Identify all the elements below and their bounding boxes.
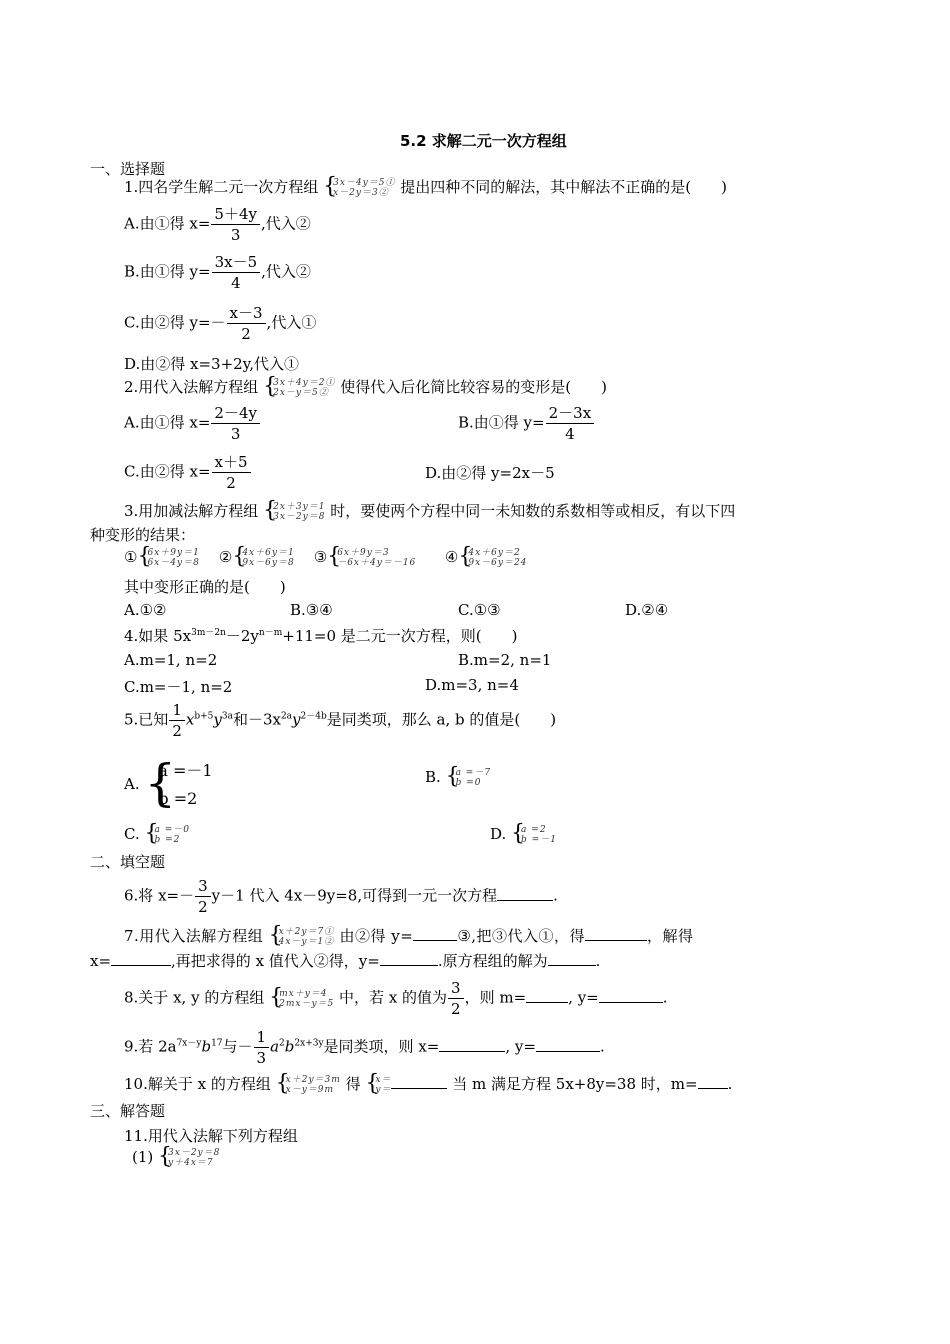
answer-blank[interactable] [548,951,596,966]
fraction: $\frac{2-4y}{3}$ [211,403,260,444]
question-1-option-c: C.由②得 y=－ $\frac{x-3}{2}$ ,代入① [124,304,317,343]
fraction: $\frac{x+5}{2}$ [212,452,251,493]
question-3-stem: 3.用加减法解方程组 { 2x＋3y＝1 3x－2y＝8 时，要使两个方程中同一未知数的系数相等或相反，有以下四 [124,500,735,522]
question-2-stem: 2.用代入法解方程组 { 3x＋4y＝2① 2x－y＝5② 使得代入后化简比较容易的变形是( ) [124,376,607,398]
answer-blank[interactable] [698,1074,728,1089]
question-2-option-d: D.由②得 y=2x－5 [425,464,555,482]
question-1-option-a: A.由①得 x= $\frac{5+4y}{3}$ ,代入② [124,205,311,244]
question-4-option-b: B.m=2, n=1 [458,651,552,669]
question-1-option-d: D.由②得 x=3+2y,代入① [124,355,299,373]
question-2-option-b: B.由①得 y= $\frac{2-3x}{4}$ [458,403,595,444]
question-5-option-a: A. { a =－1 b =2 [124,757,213,813]
equation-system: { 3x＋4y＝2① 2x－y＝5② [263,378,335,398]
equation-system: { 3x－2y＝8 y＋4x＝7 [158,1148,220,1168]
fraction: $\frac{1}{3}$ [254,1027,270,1068]
question-4-option-a: A.m=1, n=2 [124,651,218,669]
question-9: 9.若 $2a^{7x-y}b^{17}$与－ $\frac{1}{3}$ $a^2b^{2x+3y}$是同类项，则 x= , y= . [124,1028,605,1067]
equation-system: { x＋2y＝7① 4x－y＝1② [269,927,335,947]
equation-system: { 6x＋9y＝1 6x－4y＝8 [137,548,199,568]
question-11-part-1: (1) { 3x－2y＝8 y＋4x＝7 [132,1148,220,1168]
question-4-option-d: D.m=3, n=4 [425,676,519,694]
fraction: $\frac{5+4y}{3}$ [211,204,260,245]
fraction: $\frac{2-3x}{4}$ [546,403,595,444]
question-5-option-b: B. { a =－7 b =0 [425,768,491,788]
question-5-stem: 5.已知 $\frac{1}{2}$ $x^{b+5}y^{3a}$和$-3x^{2a}y^{2-4b}$是同类项，那么 a, b 的值是( ) [124,701,557,740]
equation-system: { mx＋y＝4 2mx－y＝5 [269,989,334,1009]
section-heading: 二、填空题 [90,853,166,871]
question-5-option-c: C. { a =－0 b =2 [124,825,190,845]
equation-system: { a =－0 b =2 [145,825,191,845]
question-11-stem: 11.用代入法解下列方程组 [124,1127,298,1145]
question-3-variants: ① { 6x＋9y＝1 6x－4y＝8 ② { 4x＋6y＝1 9x－6y＝8 ③ { 6x＋9y＝3 －6x＋4y＝－16 ④ { 4x＋6y＝2 9x－6y＝24 [124,548,527,568]
fraction: $\frac{3}{2}$ [448,978,464,1019]
question-6: 6.将 x=－ $\frac{3}{2}$ y－1 代入 4x－9y=8,可得到一元一次方程 . [124,877,558,916]
page-title: 5.2 求解二元一次方程组 [400,132,567,150]
question-8: 8.关于 x, y 的方程组 { mx＋y＝4 2mx－y＝5 中，若 x 的值为 $\frac{3}{2}$ ，则 m= , y= . [124,978,668,1019]
answer-blank[interactable] [536,1037,600,1052]
equation-system: { a =－1 b =2 [144,757,212,813]
question-3-option-c: C.①③ [458,601,501,619]
answer-blank[interactable] [585,926,647,941]
answer-blank[interactable] [439,1037,505,1052]
question-2-option-c: C.由②得 x= $\frac{x+5}{2}$ [124,452,252,493]
section-heading: 一、选择题 [90,160,166,178]
question-3-stem-cont: 种变形的结果： [90,526,196,544]
answer-blank[interactable] [413,926,457,941]
equation-system: { 3x－4y＝5① x－2y＝3② [323,178,395,198]
equation-system: { 4x＋6y＝2 9x－6y＝24 [458,548,527,568]
equation-system: { x＝ y＝ [365,1075,391,1095]
equation-system: { 6x＋9y＝3 －6x＋4y＝－16 [327,548,416,568]
answer-blank[interactable] [111,951,171,966]
equation-system: { 4x＋6y＝1 9x－6y＝8 [232,548,294,568]
question-5-option-d: D. { a =2 b =－1 [490,825,557,845]
fraction: $\frac{1}{2}$ [169,700,185,741]
question-3-option-b: B.③④ [290,601,333,619]
equation-system: { x＋2y＝3m x－y＝9m [276,1075,341,1095]
answer-blank[interactable] [526,988,568,1003]
question-10: 10.解关于 x 的方程组 { x＋2y＝3m x－y＝9m 得 { x＝ y＝ 当 m 满足方程 5x+8y=38 时，m= . [124,1073,732,1095]
question-3-option-d: D.②④ [625,601,669,619]
question-2-option-a: A.由①得 x= $\frac{2-4y}{3}$ [124,403,261,444]
equation-system: { a =2 b =－1 [511,825,557,845]
fraction: $\frac{3x-5}{4}$ [212,252,261,293]
question-7-line-1: 7.用代入法解方程组 { x＋2y＝7① 4x－y＝1② 由②得 y= ③,把③代入①，得 ，解得 [124,925,694,947]
question-3-option-a: A.①② [124,601,167,619]
answer-blank[interactable] [497,886,553,901]
question-7-line-2: x= ,再把求得的 x 值代入②得，y= .原方程组的解为 . [90,952,601,970]
fraction: $\frac{3}{2}$ [195,876,211,917]
question-4-option-c: C.m=－1, n=2 [124,678,233,696]
equation-system: { 2x＋3y＝1 3x－2y＝8 [263,502,325,522]
question-1-option-b: B.由①得 y= $\frac{3x-5}{4}$ ,代入② [124,253,311,292]
equation-system: { a =－7 b =0 [446,768,492,788]
question-1-stem: 1.四名学生解二元一次方程组 { 3x－4y＝5① x－2y＝3② 提出四种不同的解法，其中解法不正确的是( ) [124,176,727,198]
question-3-stem-end: 其中变形正确的是( ) [124,578,286,596]
answer-blank[interactable] [599,988,663,1003]
answer-blank[interactable] [380,951,438,966]
question-4-stem: 4.如果 $5x^{3m-2n}-2y^{n-m}+11=0$ 是二元一次方程，则( ) [124,627,518,645]
section-heading: 三、解答题 [90,1102,166,1120]
fraction: $\frac{x-3}{2}$ [227,303,266,344]
answer-blank[interactable] [391,1074,447,1089]
